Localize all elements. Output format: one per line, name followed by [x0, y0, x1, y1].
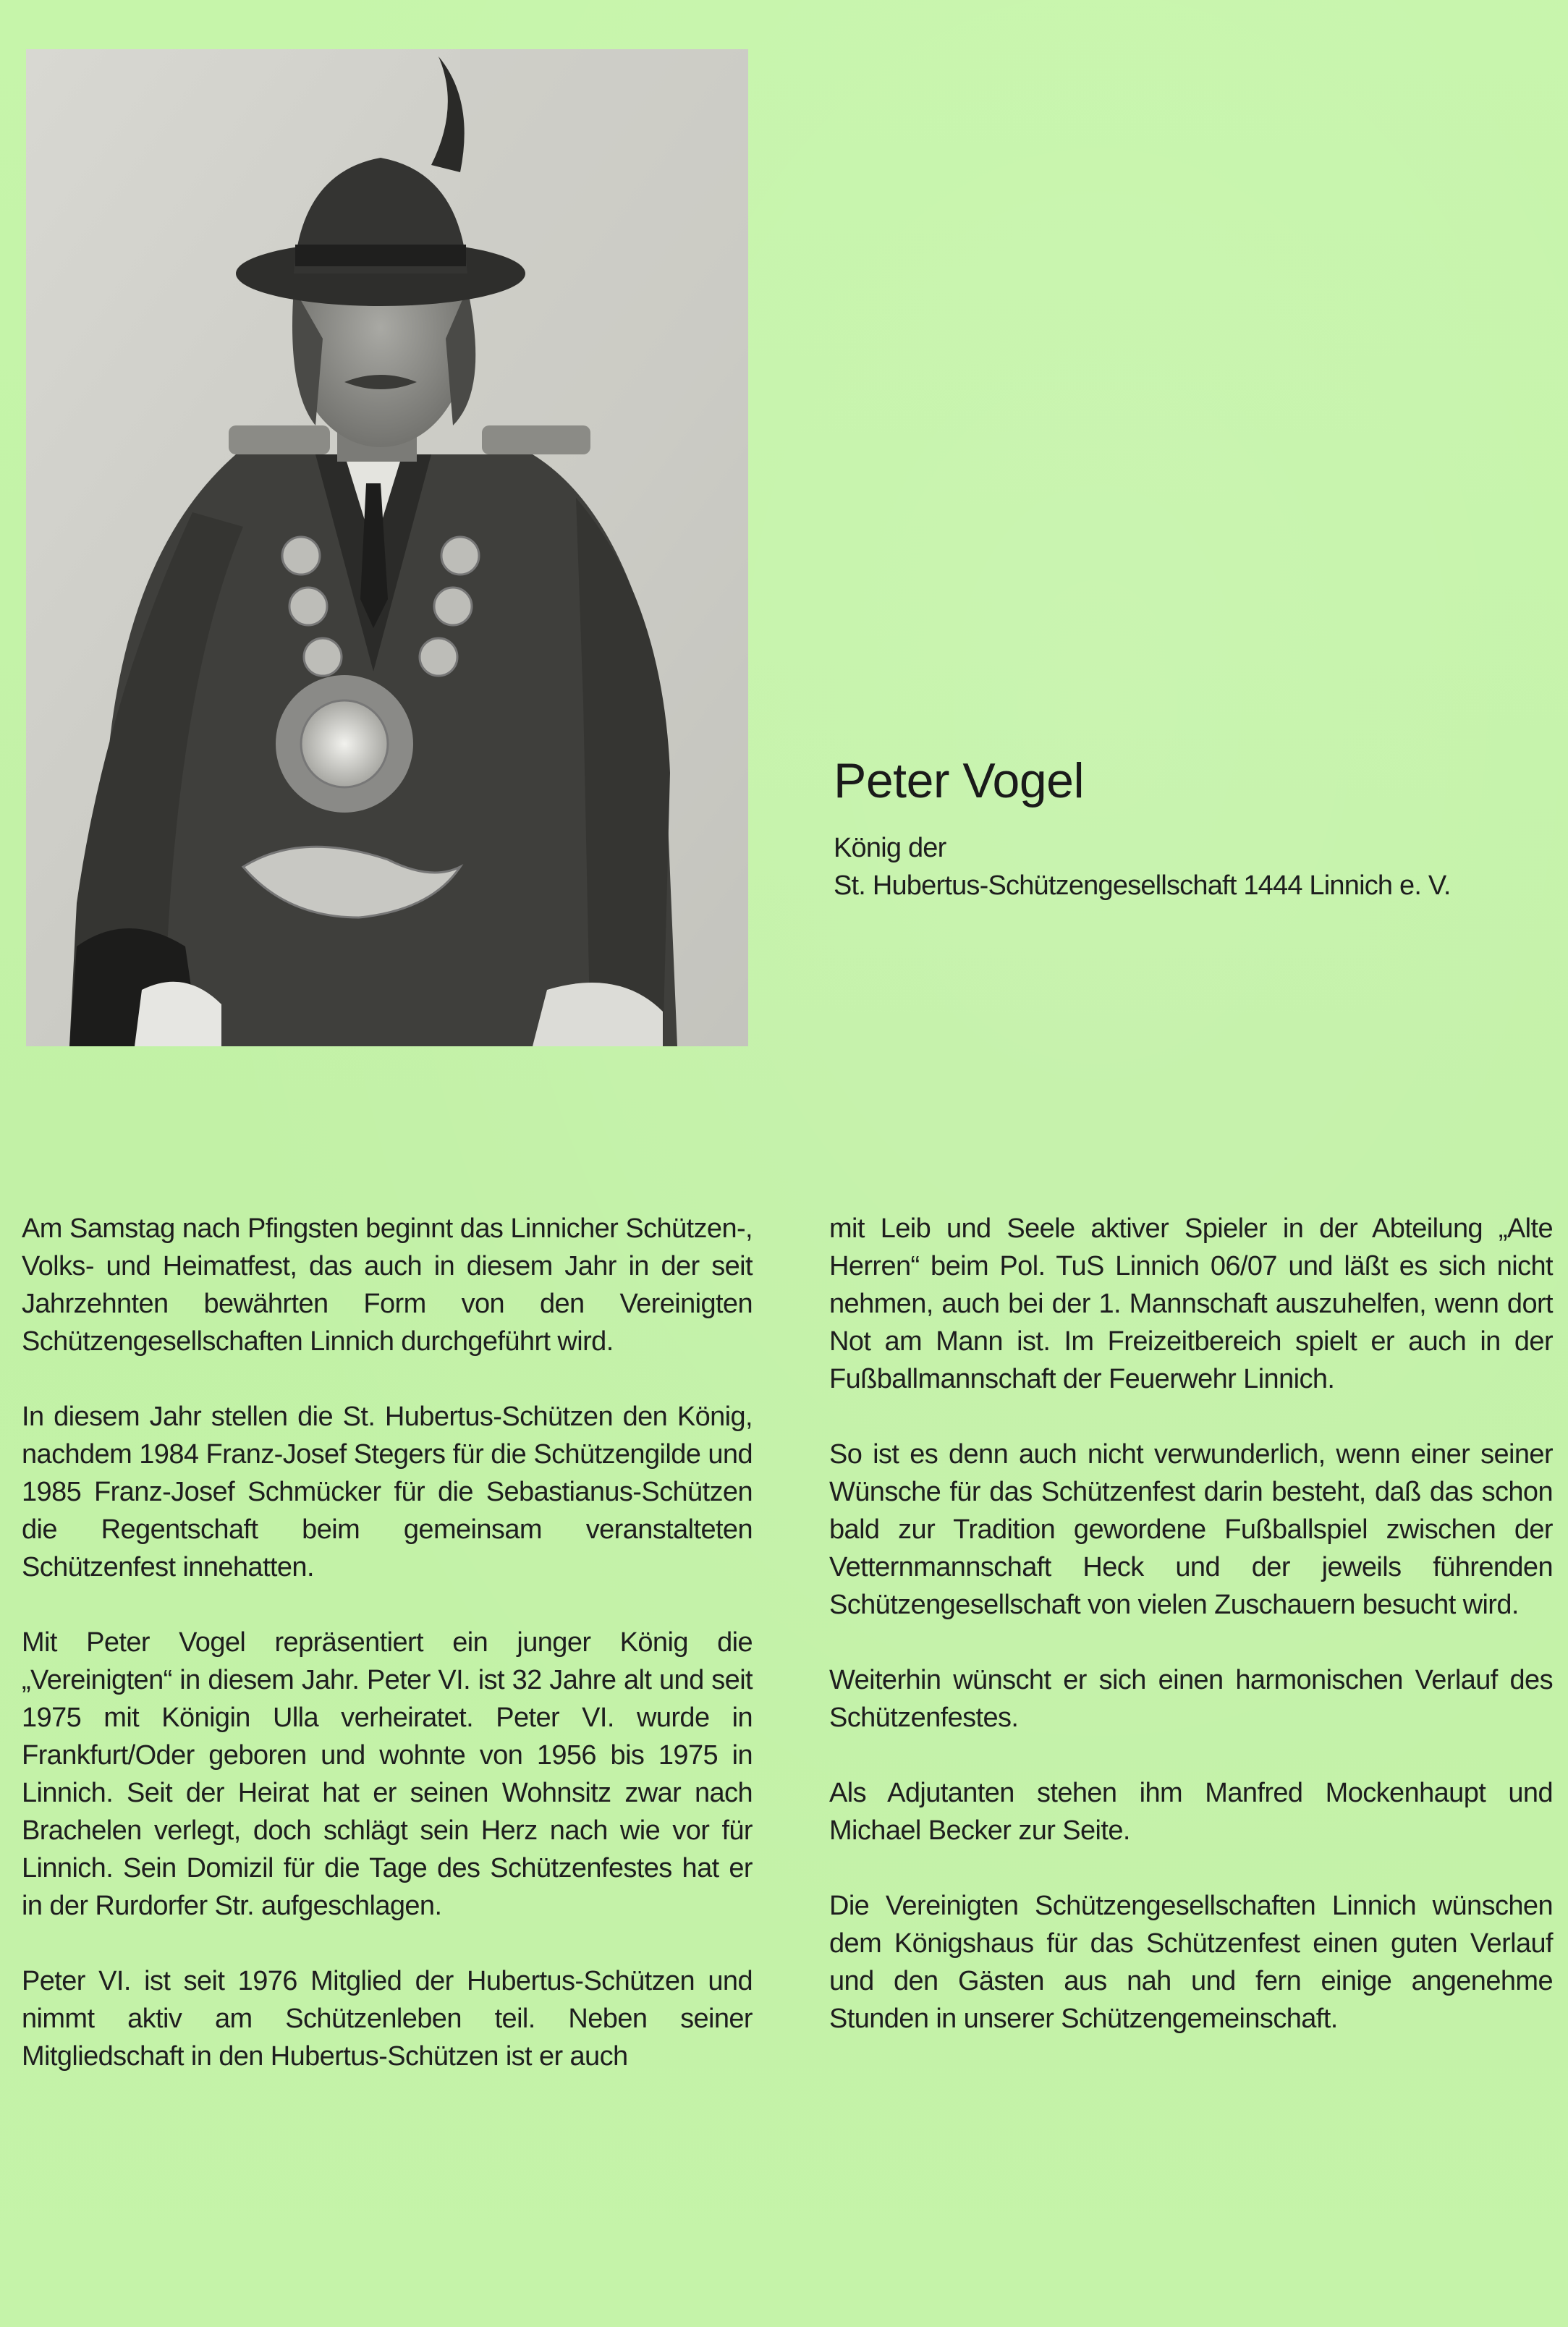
article-paragraph: mit Leib und Seele aktiver Spieler in der Abteilung „Alte Herren“ beim Pol. TuS Linnich 06/07 und läßt es sich nicht nehmen, auch bei der 1. Mannschaft auszuhelfen, wenn dort Not am Mann ist. Im Freizeitbereich spielt er auch in der Fußballmannschaft der Feuerwehr Linnich. — [829, 1213, 1553, 1394]
king-portrait-photo — [26, 49, 748, 1046]
article-column-right — [829, 1210, 1553, 2075]
king-title-line-2: St. Hubertus-Schützengesellschaft 1444 Linnich e. V. — [834, 870, 1451, 901]
king-name-heading: Peter Vogel — [834, 753, 1085, 808]
article-paragraph: Mit Peter Vogel repräsentiert ein junger König die „Vereinigten“ in diesem Jahr. Peter VI. ist 32 Jahre alt und seit 1975 mit Königin Ulla verheiratet. Peter VI. wurde in Frankfurt/Oder geboren und wohnte von 1956 bis 1975 in Linnich. Seit der Heirat hat er seinen Wohnsitz zwar nach Brachelen verlegt, doch schlägt sein Herz nach wie vor für Linnich. Sein Domizil für die Tage des Schützenfestes hat er in der Rurdorfer Str. aufgeschlagen. — [22, 1627, 753, 1921]
article-paragraph: In diesem Jahr stellen die St. Hubertus-Schützen den König, nachdem 1984 Franz-Josef Stegers für die Schützengilde und 1985 Franz-Josef Schmücker für die Sebastianus-Schützen die Regentschaft beim gemeinsam veranstalteten Schützenfest innehatten. — [22, 1402, 753, 1582]
article-paragraph: So ist es denn auch nicht verwunderlich, wenn einer seiner Wünsche für das Schützenfest darin besteht, daß das schon bald zur Tradition gewordene Fußballspiel zwischen der Vetternmannschaft Heck und der jeweils führenden Schützengesellschaft von vielen Zuschauern besucht wird. — [829, 1439, 1553, 1620]
portrait-photo-icon — [26, 49, 748, 1046]
article-paragraph: Als Adjutanten stehen ihm Manfred Mockenhaupt und Michael Becker zur Seite. — [829, 1778, 1553, 1846]
article-paragraph: Weiterhin wünscht er sich einen harmonischen Verlauf des Schützenfestes. — [829, 1665, 1553, 1733]
article-paragraph: Peter VI. ist seit 1976 Mitglied der Hubertus-Schützen und nimmt aktiv am Schützenleben teil. Neben seiner Mitgliedschaft in den Hubertus-Schützen ist er auch — [22, 1966, 753, 2072]
king-title-line-1: König der — [834, 833, 946, 863]
article-paragraph: Die Vereinigten Schützengesellschaften Linnich wünschen dem Königshaus für das Schützenfest einen guten Verlauf und den Gästen aus nah und fern einige angenehme Stunden in unserer Schützengemeinschaft. — [829, 1891, 1553, 2034]
photo-caption — [834, 753, 1557, 904]
article-column-left — [22, 1210, 753, 2113]
article-paragraph: Am Samstag nach Pfingsten beginnt das Linnicher Schützen-, Volks- und Heimatfest, das auch in diesem Jahr in der seit Jahrzehnten bewährten Form von den Vereinigten Schützengesellschaften Linnich durchgeführt wird. — [22, 1213, 753, 1357]
